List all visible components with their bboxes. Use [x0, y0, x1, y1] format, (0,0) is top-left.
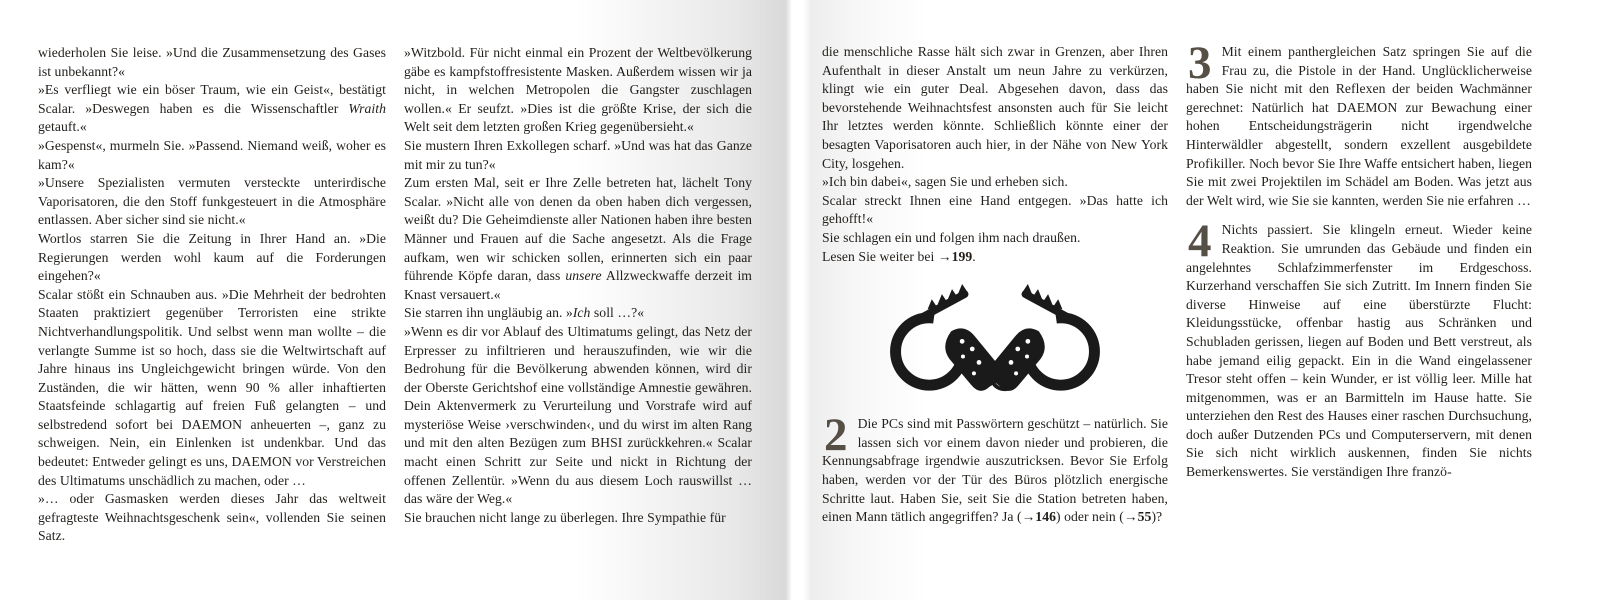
section-3-text	[1186, 37, 1532, 210]
paragraph: Scalar stößt ein Schnauben aus. »Die Mehrheit der bedrohten Staaten praktiziert gegenüber Terroristen eine strikte Nichtverhandlungspolitik. Und selbst wenn man wollte – die verlangte Summe ist so hoch, dass sie die Weltwirtschaft auf Jahre hinaus ins Ungleichgewicht bringen würde. Von den Zuständen, die wir hätten, wenn 90 % aller inhaftierten Staatsfeinde schlagartig auf freien Fuß gelangten – und selbstredend sofort bei DAEMON anheuerten –, ganz zu schweigen. Nein, ein Einlenken ist undenkbar. Und das bedeutet: Entweder gelingt es uns, DAEMON vor Verstreichen des Ultimatums unschädlich zu machen, oder …	[38, 286, 386, 488]
paragraph: Sie schlagen ein und folgen ihm nach draußen.	[822, 229, 1081, 245]
paragraph: »Wenn es dir vor Ablauf des Ultimatums gelingt, das Netz der Erpresser zu infiltrieren und herauszufinden, wie wir die Bedrohung für die Bevölkerung abwenden können, wird dir der Oberste Gerichtshof eine vollständige Amnestie gewähren. Dein Aktenvermerk zu Verurteilung und Vorstrafe wird auf mysteriöse Weise ›verschwinden‹, und du wirst im alten Rang und mit den alten Bezügen zum BHSI zurückkehren.« Scalar macht einen Schritt zur Seite und nickt in Richtung der offenen Zellentür. »Wenn du aus diesem Loch rauswillst … das wäre der Weg.«	[404, 323, 752, 507]
paragraph: Zum ersten Mal, seit er Ihre Zelle betreten hat, lächelt Tony Scalar. »Nicht alle von denen da oben haben dich vergessen, weißt du? Die Geheimdienste aller Nationen haben ihre besten Männer und Frauen auf die Sache angesetzt. Als die Frage aufkam, wen wir schicken sollen, erinnerten sich ein paar führende Köpfe daran, dass unsere Allzweckwaffe derzeit im Knast versauert.«	[404, 175, 752, 302]
paragraph: »Ich bin dabei«, sagen Sie und erheben sich.	[822, 174, 1068, 190]
paragraph: Sie brauchen nicht lange zu überlegen. Ihre Sympathie für	[404, 509, 726, 525]
section-3-number: 3	[1188, 37, 1212, 89]
section-4	[1186, 215, 1532, 481]
section-3	[1186, 37, 1532, 210]
paragraph: »Gespenst«, murmeln Sie. »Passend. Niemand weiß, woher es kam?«	[38, 137, 386, 172]
column3-intro-text	[822, 43, 1168, 266]
section-2	[822, 409, 1168, 527]
paragraph: »Es verfliegt wie ein böser Traum, wie ein Geist«, bestätigt Scalar. »Deswegen haben es die Wissenschaftler Wraith getauft.«	[38, 82, 386, 135]
section-4-number: 4	[1188, 215, 1212, 268]
section-2-text	[822, 409, 1168, 527]
paragraph: Sie starren ihn ungläubig an. »Ich soll …?«	[404, 305, 645, 321]
text-column-2	[404, 44, 752, 527]
section-2-number: 2	[824, 409, 848, 462]
text-column-4	[1186, 37, 1532, 482]
text-column-1	[38, 44, 386, 546]
paragraph: die menschliche Rasse hält sich zwar in Grenzen, aber Ihren Aufenthalt in dieser Anstalt um neun Jahre zu verkürzen, klingt wie ein guter Deal. Abgesehen davon, dass das bevorstehende Weihnachtsfest ansonsten auch für Sie leicht Ihr letztes werden könnte. Schließlich könnte einer der besagten Vaporisatoren auch hier, in der Nähe von New York City, losgehen.	[822, 44, 1168, 171]
handcuffs-illustration	[877, 277, 1113, 404]
paragraph: Mit einem panthergleichen Satz springen Sie auf die Frau zu, die Pistole in der Hand. Unglücklicherweise haben Sie nicht mit den Reflexen der beiden Wachmänner gerechnet: Natürlich hat DAEMON zur Bewachung einer hohen Entscheidungsträgerin nicht irgendwelche Hinterwäldler abgestellt, sondern exzellent ausgebildete Profikiller. Noch bevor Sie Ihre Waffe entsichert haben, liegen Sie mit zwei Projektilen im Schädel am Boden. Was jetzt aus der Welt wird, wie Sie sie kannten, werden Sie nie erfahren …	[1186, 44, 1532, 208]
paragraph: Die PCs sind mit Passwörtern geschützt – natürlich. Sie lassen sich vor einem davon nieder und probieren, die Kennungsabfrage irgendwie auszutricksen. Bevor Sie Erfolg haben, werden vor der Tür des Büros plötzlich energische Schritte laut. Haben Sie, seit Sie die Station betreten haben, einen Mann tätlich angegriffen? Ja (→146) oder nein (→55)?	[822, 416, 1168, 525]
text-column-3	[822, 43, 1168, 527]
paragraph: Scalar streckt Ihnen eine Hand entgegen. »Das hatte ich gehofft!«	[822, 192, 1168, 227]
paragraph: »… oder Gasmasken werden dieses Jahr das weltweit gefragteste Weihnachtsgeschenk sein«, vollenden Sie seinen Satz.	[38, 491, 386, 544]
paragraph: »Witzbold. Für nicht einmal ein Prozent der Weltbevölkerung gäbe es kampfstoffresistente Masken. Außerdem wissen wir ja nicht, in welchen Metropolen die Gangster zuschlagen wollen.« Er seufzt. »Dies ist die größte Krise, der sich die Welt seit dem letzten großen Krieg gegenübersieht.«	[404, 45, 752, 135]
paragraph: Nichts passiert. Sie klingeln erneut. Wieder keine Reaktion. Sie umrunden das Gebäude und finden ein angelehntes Schlafzimmerfenster im Erdgeschoss. Kurzerhand verschaffen Sie sich Zutritt. Im Innern finden Sie diverse Hinweise auf eine überstürzte Flucht: Kleidungsstücke, offenbar hastig aus Schränken und Schubladen gerissen, liegen auf Boden und Bett verstreut, als habe jemand eilig gepackt. Ein in die Wand eingelassener Tresor steht offen – kein Wunder, er ist völlig leer. Mille hat mitgenommen, was er an Barmitteln im Hause hatte. Sie unterziehen den Rest des Hauses einer raschen Durchsuchung, doch außer Dutzenden PCs und Computerservern, mit denen Sie sich nicht wirklich auskennen, finden Sie nichts Bemerkenswertes. Sie verständigen Ihre franzö-	[1186, 222, 1532, 480]
paragraph: wiederholen Sie leise. »Und die Zusammensetzung des Gases ist unbekannt?«	[38, 45, 386, 79]
paragraph: Sie mustern Ihren Exkollegen scharf. »Und was hat das Ganze mit mir zu tun?«	[404, 137, 752, 172]
section-4-text	[1186, 215, 1532, 481]
paragraph: Wortlos starren Sie die Zeitung in Ihrer Hand an. »Die Regierungen werden wohl kaum auf die Forderungen eingehen?«	[38, 230, 386, 284]
paragraph: »Unsere Spezialisten vermuten versteckte unterirdische Vaporisatoren, die den Stoff funkgesteuert in die Atmosphäre entlassen. Aber sicher sind sie nicht.«	[38, 175, 386, 228]
paragraph: Lesen Sie weiter bei →199.	[822, 248, 976, 264]
